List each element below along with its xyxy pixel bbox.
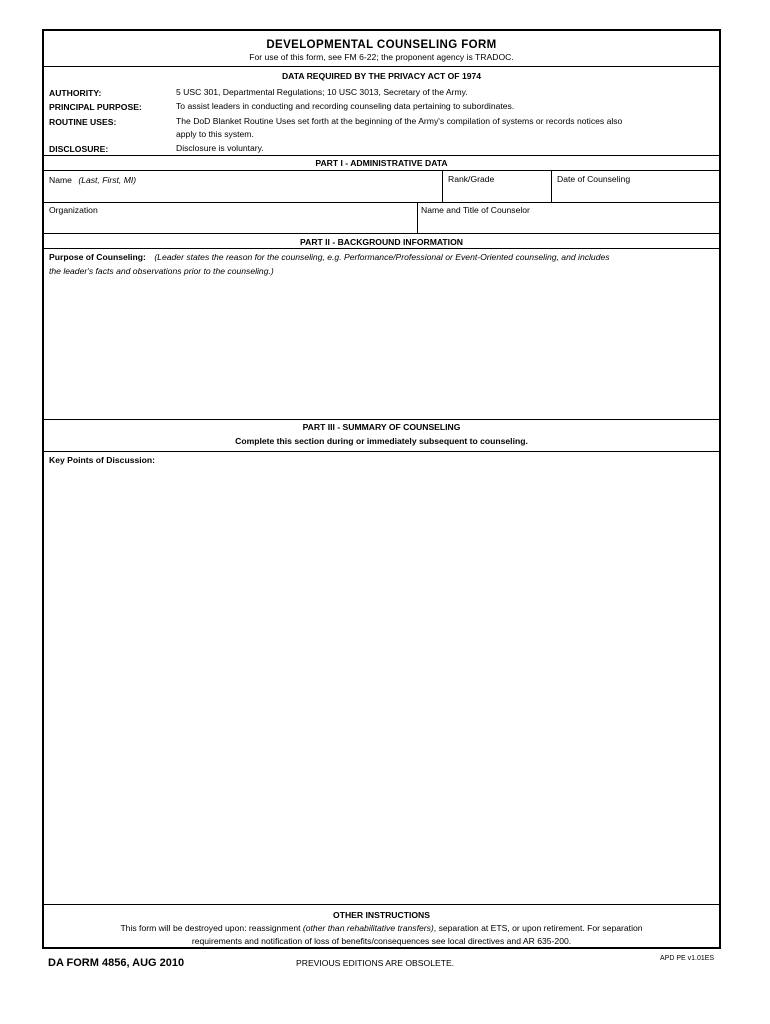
purpose-of-counseling-field[interactable] bbox=[49, 252, 709, 262]
part3-heading: PART III - SUMMARY OF COUNSELING bbox=[302, 422, 461, 432]
counseling-form bbox=[42, 29, 721, 949]
divider bbox=[44, 904, 719, 905]
divider bbox=[44, 419, 719, 420]
other-line-1c: , separation at ETS, or upon retirement. For separation bbox=[433, 923, 643, 933]
part1-heading: PART I - ADMINISTRATIVE DATA bbox=[315, 158, 448, 168]
divider bbox=[44, 155, 719, 156]
privacy-heading: DATA REQUIRED BY THE PRIVACY ACT OF 1974 bbox=[281, 71, 482, 81]
other-line-1b: (other than rehabilitative transfers) bbox=[302, 923, 434, 933]
other-line-1a: This form will be destroyed upon: reassignment bbox=[120, 923, 303, 933]
name-hint: (Last, First, MI) bbox=[78, 175, 137, 185]
other-line-2: requirements and notification of loss of benefits/consequences see local directives and AR 635-200. bbox=[191, 936, 572, 946]
other-heading: OTHER INSTRUCTIONS bbox=[333, 910, 430, 920]
divider bbox=[44, 233, 719, 234]
divider bbox=[44, 451, 719, 452]
other-line-1 bbox=[44, 923, 719, 933]
authority-label: AUTHORITY: bbox=[49, 88, 102, 98]
disclosure-text: Disclosure is voluntary. bbox=[176, 143, 264, 153]
version-label: APD PE v1.01ES bbox=[660, 955, 715, 962]
part3-subheading: Complete this section during or immediately subsequent to counseling. bbox=[235, 436, 528, 446]
form-id: DA FORM 4856, AUG 2010 bbox=[48, 957, 185, 969]
purpose-text: To assist leaders in conducting and recording counseling data pertaining to subordinates. bbox=[176, 101, 515, 111]
divider bbox=[44, 170, 719, 171]
divider bbox=[44, 66, 719, 67]
counselor-field[interactable]: Name and Title of Counselor bbox=[421, 205, 530, 215]
routine-text-1: The DoD Blanket Routine Uses set forth at the beginning of the Army's compilation of systems or records notices also bbox=[176, 116, 623, 126]
organization-field[interactable]: Organization bbox=[49, 205, 98, 215]
purpose-of-counseling-label: Purpose of Counseling: bbox=[49, 252, 146, 262]
name-label: Name bbox=[49, 175, 72, 185]
key-points-field[interactable]: Key Points of Discussion: bbox=[49, 455, 156, 465]
authority-text: 5 USC 301, Departmental Regulations; 10 USC 3013, Secretary of the Army. bbox=[176, 87, 468, 97]
date-field[interactable]: Date of Counseling bbox=[557, 174, 631, 184]
divider bbox=[417, 202, 418, 233]
divider bbox=[551, 170, 552, 202]
routine-text-2: apply to this system. bbox=[176, 129, 254, 139]
form-subtitle: For use of this form, see FM 6-22; the proponent agency is TRADOC. bbox=[249, 52, 514, 62]
disclosure-label: DISCLOSURE: bbox=[49, 144, 109, 154]
routine-label: ROUTINE USES: bbox=[49, 117, 117, 127]
obsolete-notice: PREVIOUS EDITIONS ARE OBSOLETE. bbox=[296, 958, 455, 968]
divider bbox=[44, 248, 719, 249]
form-title: DEVELOPMENTAL COUNSELING FORM bbox=[266, 39, 497, 51]
purpose-hint-1: (Leader states the reason for the counseling, e.g. Performance/Professional or Event-Oriented counseling, and includes bbox=[154, 252, 610, 262]
divider bbox=[442, 170, 443, 202]
name-field[interactable] bbox=[49, 175, 136, 185]
part2-heading: PART II - BACKGROUND INFORMATION bbox=[300, 237, 463, 247]
rank-field[interactable]: Rank/Grade bbox=[448, 174, 495, 184]
purpose-label: PRINCIPAL PURPOSE: bbox=[49, 102, 142, 112]
divider bbox=[44, 202, 719, 203]
purpose-hint-2: the leader's facts and observations prior to the counseling.) bbox=[49, 266, 274, 276]
